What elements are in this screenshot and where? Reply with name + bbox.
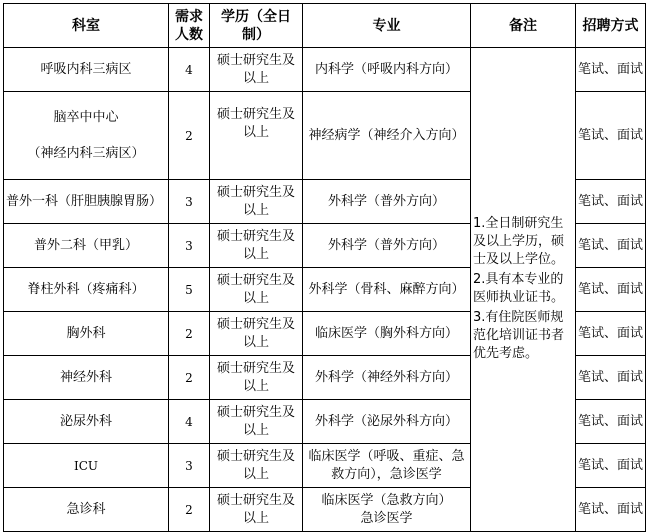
count-cell: 4 <box>169 48 210 92</box>
education-cell: 硕士研究生及以上 <box>210 224 303 268</box>
header-dept: 科室 <box>4 4 169 48</box>
dept-cell: 普外二科（甲乳） <box>4 224 169 268</box>
dept-cell: 神经外科 <box>4 356 169 400</box>
header-method: 招聘方式 <box>576 4 646 48</box>
recruitment-table <box>3 3 646 532</box>
header-row <box>4 4 646 48</box>
education-cell: 硕士研究生及以上 <box>210 268 303 312</box>
dept-cell: ICU <box>4 444 169 488</box>
dept-cell: 普外一科（肝胆胰腺胃肠） <box>4 180 169 224</box>
count-cell: 2 <box>169 488 210 532</box>
dept-cell: 呼吸内科三病区 <box>4 48 169 92</box>
education-cell: 硕士研究生及以上 <box>210 400 303 444</box>
major-cell: 外科学（骨科、麻醉方向） <box>303 268 471 312</box>
note-cell <box>471 48 576 532</box>
note-line-2: 2.具有本专业的医师执业证书。 <box>473 271 565 305</box>
education-cell: 硕士研究生及以上 <box>210 488 303 532</box>
education-cell: 硕士研究生及以上 <box>210 356 303 400</box>
major-cell: 外科学（泌尿外科方向） <box>303 400 471 444</box>
count-cell: 2 <box>169 312 210 356</box>
method-cell: 笔试、面试 <box>576 92 646 180</box>
major-cell: 临床医学（胸外科方向） <box>303 312 471 356</box>
method-cell: 笔试、面试 <box>576 444 646 488</box>
major-cell: 神经病学（神经介入方向） <box>303 92 471 180</box>
major-cell: 临床医学（呼吸、重症、急救方向），急诊医学 <box>303 444 471 488</box>
dept-cell: 泌尿外科 <box>4 400 169 444</box>
count-cell: 3 <box>169 180 210 224</box>
header-count: 需求人数 <box>169 4 210 48</box>
major-cell: 临床医学（急救方向） 急诊医学 <box>303 488 471 532</box>
major-cell: 外科学（普外方向） <box>303 180 471 224</box>
count-cell: 3 <box>169 444 210 488</box>
note-line-3: 3.有住院医师规范化培训证书者优先考虑。 <box>473 309 565 361</box>
note-line-1: 1.全日制研究生及以上学历，硕士及以上学位。 <box>473 215 565 267</box>
method-cell: 笔试、面试 <box>576 48 646 92</box>
count-cell: 3 <box>169 224 210 268</box>
dept-cell: 脑卒中中心 （神经内科三病区） <box>4 92 169 180</box>
dept-cell: 胸外科 <box>4 312 169 356</box>
header-major: 专业 <box>303 4 471 48</box>
count-cell: 4 <box>169 400 210 444</box>
header-education: 学历（全日制） <box>210 4 303 48</box>
method-cell: 笔试、面试 <box>576 224 646 268</box>
method-cell: 笔试、面试 <box>576 268 646 312</box>
education-cell: 硕士研究生及以上 <box>210 312 303 356</box>
method-cell: 笔试、面试 <box>576 180 646 224</box>
table-row <box>4 48 646 92</box>
dept-cell: 脊柱外科（疼痛科） <box>4 268 169 312</box>
method-cell: 笔试、面试 <box>576 488 646 532</box>
major-cell: 内科学（呼吸内科方向） <box>303 48 471 92</box>
dept-cell: 急诊科 <box>4 488 169 532</box>
education-cell: 硕士研究生及以上 <box>210 444 303 488</box>
education-cell: 硕士研究生及以上 <box>210 180 303 224</box>
major-cell: 外科学（神经外科方向） <box>303 356 471 400</box>
method-cell: 笔试、面试 <box>576 312 646 356</box>
major-cell: 外科学（普外方向） <box>303 224 471 268</box>
education-cell: 硕士研究生及以上 <box>210 48 303 92</box>
method-cell: 笔试、面试 <box>576 400 646 444</box>
count-cell: 2 <box>169 92 210 180</box>
count-cell: 5 <box>169 268 210 312</box>
header-note: 备注 <box>471 4 576 48</box>
education-cell: 硕士研究生及以上 <box>210 92 303 180</box>
method-cell: 笔试、面试 <box>576 356 646 400</box>
count-cell: 2 <box>169 356 210 400</box>
